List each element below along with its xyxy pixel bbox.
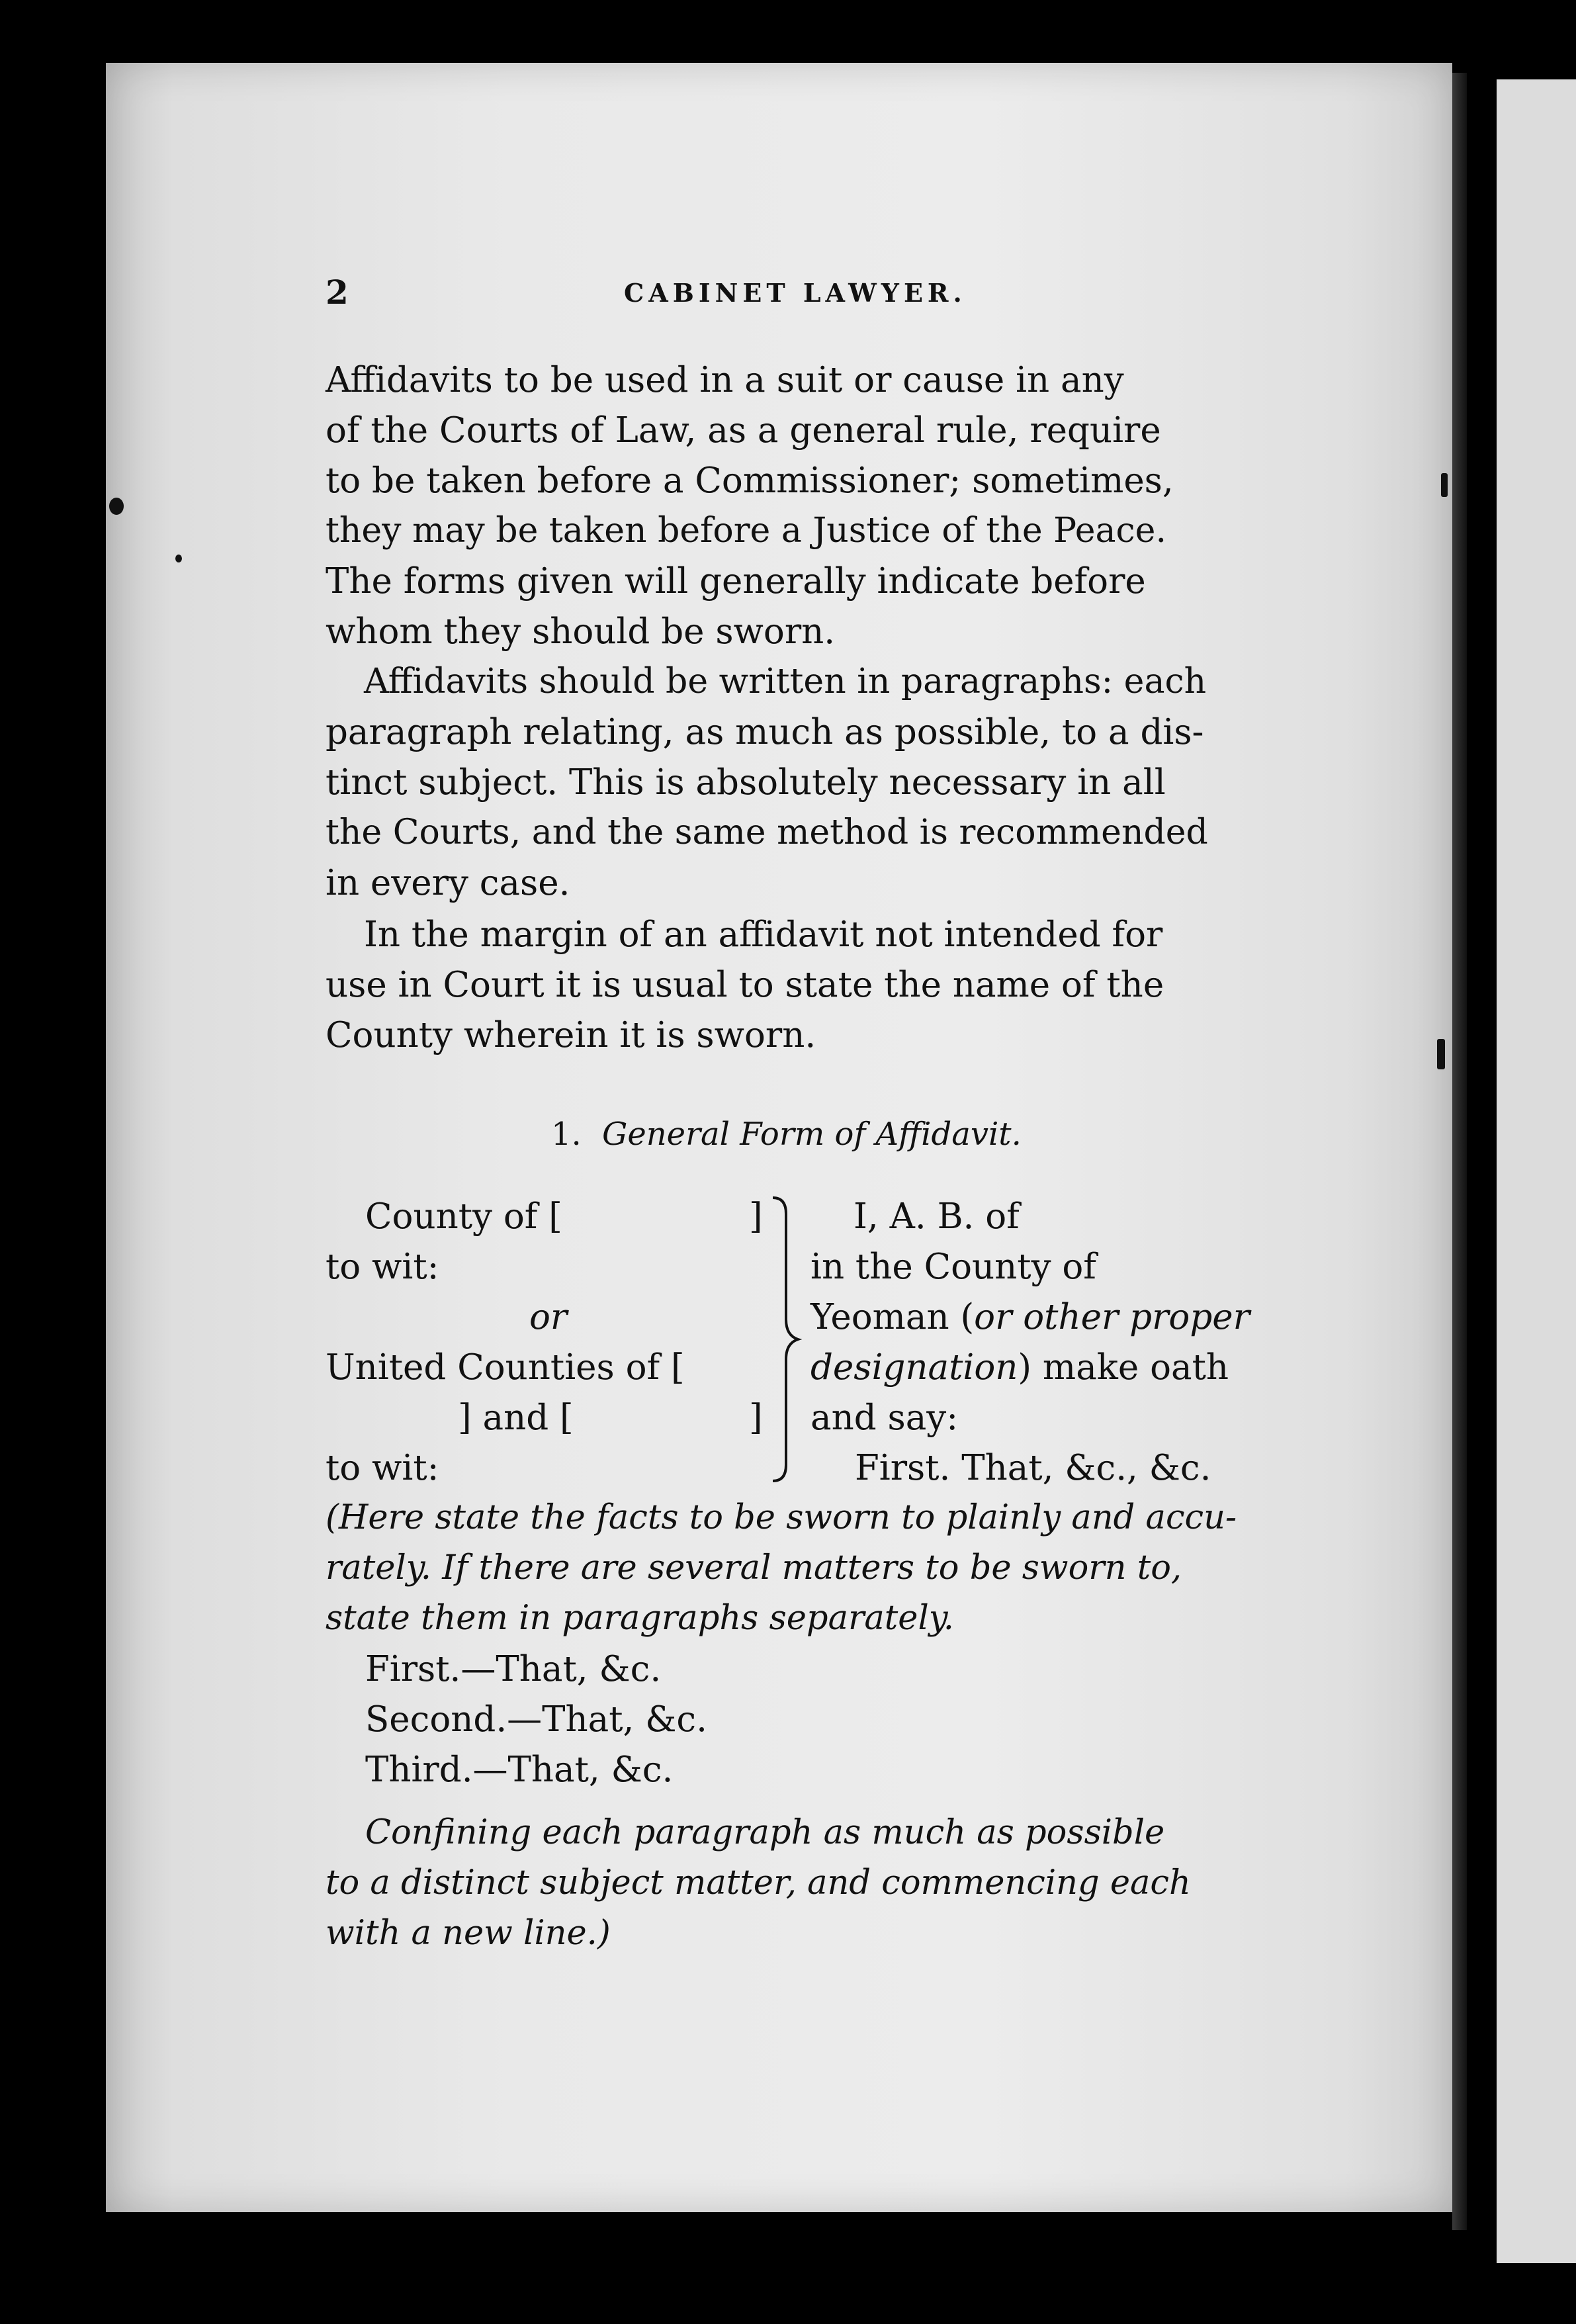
form-bracket-close-2: ]: [749, 1398, 763, 1438]
body-line: tinct subject. This is absolutely necessary in all: [326, 762, 1166, 803]
facing-page-edge: [1497, 79, 1576, 2263]
form-bracket-close: ]: [749, 1196, 763, 1237]
form-right-line: [810, 1297, 1250, 1337]
form-right-plain: ) make oath: [1018, 1347, 1229, 1388]
form-or: or: [529, 1297, 568, 1337]
ink-blemish: [175, 555, 182, 562]
form-right-line: First. That, &c., &c.: [855, 1448, 1211, 1488]
body-line: of the Courts of Law, as a general rule, require: [326, 410, 1161, 451]
instruction-line: state them in paragraphs separately.: [326, 1599, 954, 1638]
body-line: The forms given will generally indicate before: [326, 561, 1146, 602]
form-heading-title: General Form of Affidavit.: [602, 1116, 1022, 1153]
instruction-item: Second.—That, &c.: [365, 1699, 707, 1740]
instruction-line: rately. If there are several matters to be sworn to,: [326, 1548, 1182, 1587]
form-county-of: County of [: [365, 1196, 562, 1237]
body-line: they may be taken before a Justice of the Peace.: [326, 511, 1166, 551]
form-right-line: [810, 1347, 1229, 1388]
form-right-italic: or other proper: [974, 1297, 1250, 1337]
form-right-line: I, A. B. of: [854, 1196, 1020, 1237]
body-line: use in Court it is usual to state the name of the: [326, 965, 1164, 1005]
ink-blemish: [1441, 473, 1448, 497]
instruction-closing: to a distinct subject matter, and commencing each: [326, 1863, 1191, 1902]
instruction-line: (Here state the facts to be sworn to plainly and accu-: [326, 1498, 1237, 1537]
instruction-item: Third.—That, &c.: [365, 1750, 674, 1790]
body-line: Affidavits should be written in paragraphs: each: [364, 662, 1207, 701]
form-to-wit: to wit:: [326, 1448, 439, 1488]
page-gutter-shadow: [1452, 73, 1467, 2230]
form-curly-brace: [769, 1194, 806, 1485]
instruction-closing: Confining each paragraph as much as possible: [365, 1813, 1165, 1852]
ink-blemish: [1437, 1039, 1445, 1069]
form-united-counties: United Counties of [: [326, 1347, 685, 1388]
body-line: in every case.: [326, 863, 570, 903]
body-line: to be taken before a Commissioner; sometimes,: [326, 461, 1174, 501]
body-line: the Courts, and the same method is recommended: [326, 813, 1208, 852]
page-number: 2: [326, 273, 349, 312]
form-right-italic: designation: [810, 1347, 1018, 1388]
form-right-line: in the County of: [810, 1247, 1096, 1287]
instruction-item: First.—That, &c.: [365, 1649, 662, 1689]
form-heading-number: 1.: [551, 1116, 582, 1153]
body-line: Affidavits to be used in a suit or cause in any: [326, 360, 1124, 400]
body-line: whom they should be sworn.: [326, 611, 836, 652]
form-right-plain: Yeoman (: [810, 1297, 975, 1337]
body-line: paragraph relating, as much as possible, to a dis-: [326, 712, 1204, 752]
running-title: CABINET LAWYER.: [624, 278, 967, 308]
body-line: County wherein it is sworn.: [326, 1015, 816, 1055]
form-right-line: and say:: [810, 1398, 959, 1438]
instruction-closing: with a new line.): [326, 1914, 611, 1953]
form-to-wit: to wit:: [326, 1247, 439, 1287]
form-close-and: ] and [: [458, 1398, 574, 1438]
ink-blemish: [109, 498, 124, 515]
body-line: In the margin of an affidavit not intended for: [364, 915, 1163, 955]
